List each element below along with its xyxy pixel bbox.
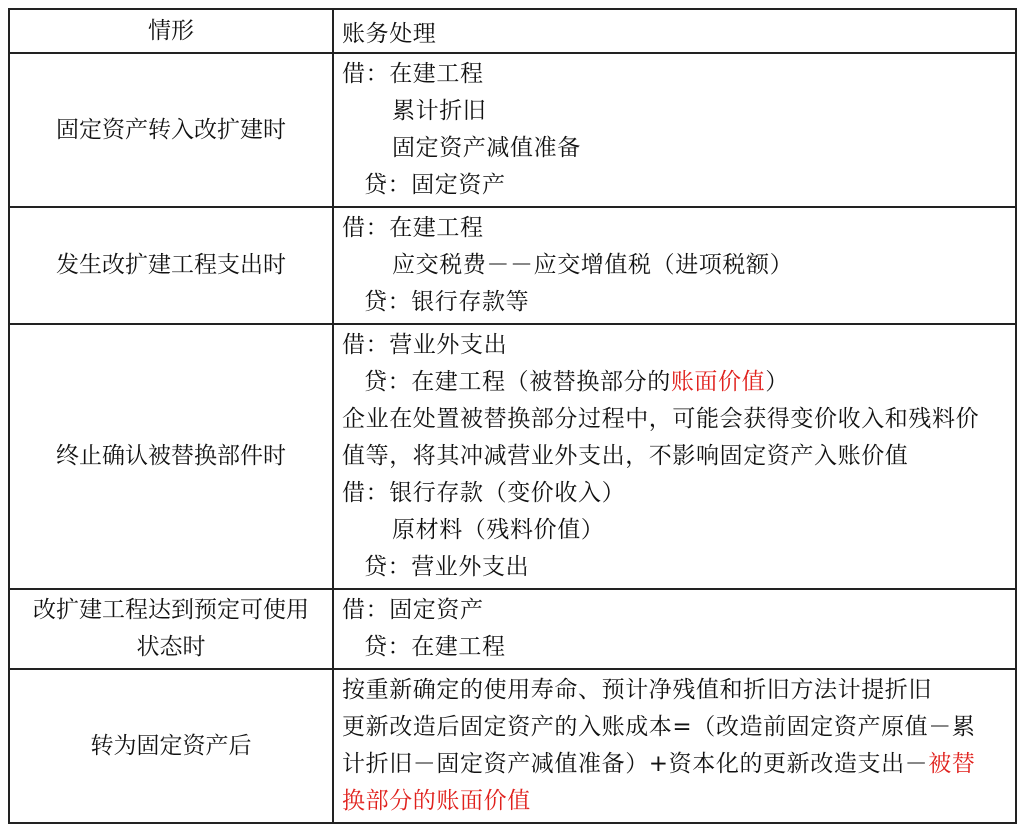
accounting-cell: [333, 53, 1016, 207]
entry-text: 借：银行存款（变价收入）: [342, 480, 626, 506]
table-row: [9, 207, 1016, 324]
entry-text: 计折旧－固定资产减值准备）+资本化的更新改造支出－: [342, 751, 929, 777]
highlight-text: 换部分的账面价值: [342, 788, 531, 814]
entry-line: [342, 438, 1015, 475]
entry-text: 更新改造后固定资产的入账成本=（改造前固定资产原值－累: [342, 714, 976, 740]
entry-line: [342, 93, 1015, 130]
situation-line: 改扩建工程达到预定可使用: [33, 597, 309, 623]
entry-line: [342, 56, 1015, 93]
accounting-cell: [333, 207, 1016, 324]
situation-line: 状态时: [136, 634, 206, 660]
situation-cell: 固定资产转入改扩建时: [9, 53, 333, 207]
situation-cell: 转为固定资产后: [9, 669, 333, 823]
entry-line: [342, 364, 1015, 401]
entry-text: 借：在建工程: [342, 61, 484, 87]
table-row: [9, 669, 1016, 823]
situation-cell: 发生改扩建工程支出时: [9, 207, 333, 324]
entry-line: [342, 401, 1015, 438]
entry-line: [342, 549, 1015, 586]
entry-text: 累计折旧: [392, 98, 487, 124]
entry-line: [342, 475, 1015, 512]
entry-text: 贷：固定资产: [364, 172, 506, 198]
entry-text: 贷：在建工程: [364, 634, 506, 660]
entry-text: 应交税费－－应交增值税（进项税额）: [392, 252, 794, 278]
header-accounting: 账务处理: [333, 9, 1016, 53]
entry-text: ）: [765, 369, 789, 395]
entry-text: 贷：营业外支出: [364, 554, 530, 580]
header-situation: 情形: [9, 9, 333, 53]
header-row: [9, 9, 1016, 53]
entry-text: 贷：银行存款等: [364, 289, 530, 315]
entry-line: [342, 284, 1015, 321]
entry-line: [342, 512, 1015, 549]
entry-text: 按重新确定的使用寿命、预计净残值和折旧方法计提折旧: [342, 677, 932, 703]
accounting-cell: [333, 324, 1016, 589]
entry-line: [342, 629, 1015, 666]
entry-line: [342, 592, 1015, 629]
entry-text: 贷：在建工程（被替换部分的: [364, 369, 671, 395]
situation-cell: [9, 589, 333, 669]
entry-text: 固定资产减值准备: [392, 135, 581, 161]
entry-text: 借：营业外支出: [342, 332, 508, 358]
table-row: [9, 589, 1016, 669]
highlight-text: 账面价值: [670, 369, 766, 395]
accounting-cell: [333, 669, 1016, 823]
entry-line: [342, 210, 1015, 247]
entry-text: 原材料（残料价值）: [392, 517, 605, 543]
entry-text: 值等，将其冲减营业外支出，不影响固定资产入账价值: [342, 443, 909, 469]
entry-line: [342, 746, 1015, 783]
entry-line: [342, 247, 1015, 284]
entry-line: [342, 709, 1015, 746]
entry-line: [342, 783, 1015, 820]
highlight-text: 被替: [928, 751, 976, 777]
entry-text: 借：固定资产: [342, 597, 484, 623]
entry-line: [342, 327, 1015, 364]
entry-line: [342, 130, 1015, 167]
entry-line: [342, 167, 1015, 204]
table-row: [9, 53, 1016, 207]
accounting-table: [8, 8, 1017, 824]
entry-text: 企业在处置被替换部分过程中，可能会获得变价收入和残料价: [342, 406, 980, 432]
entry-text: 借：在建工程: [342, 215, 484, 241]
accounting-cell: [333, 589, 1016, 669]
table-row: [9, 324, 1016, 589]
situation-cell: 终止确认被替换部件时: [9, 324, 333, 589]
entry-line: [342, 672, 1015, 709]
